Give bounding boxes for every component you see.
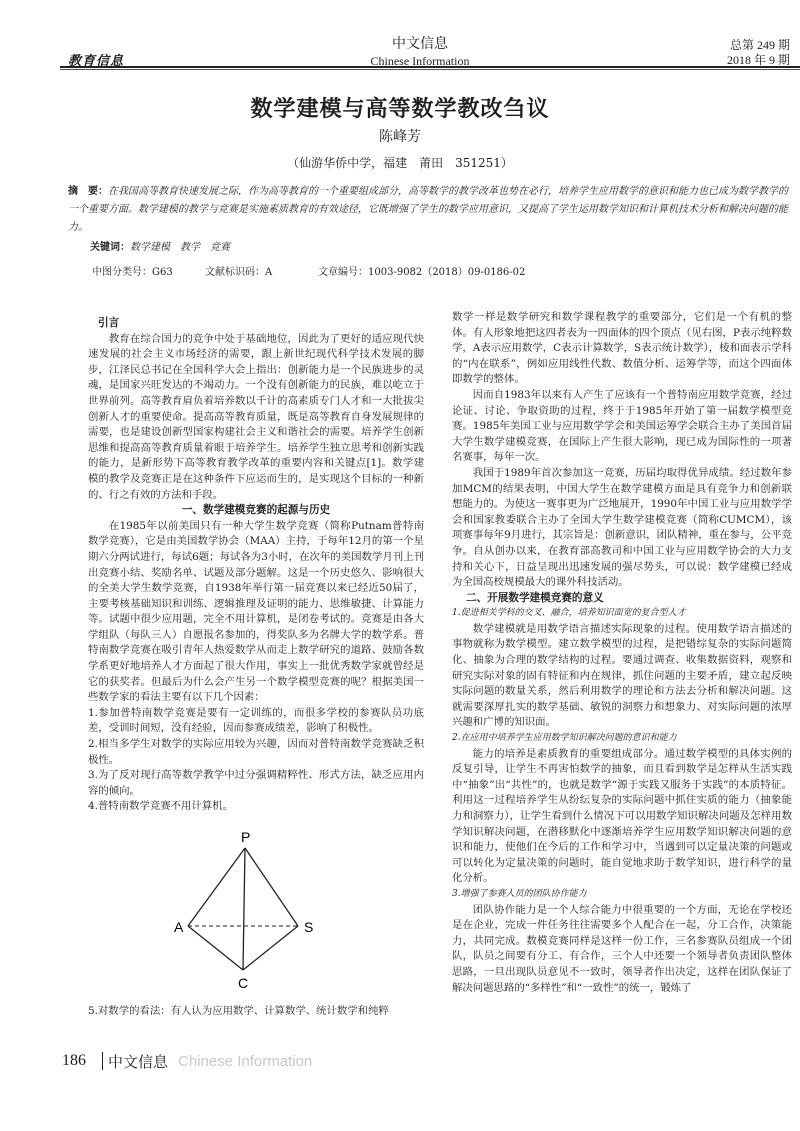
journal-masthead [360, 36, 480, 70]
list-item: 4.普特南数学竞赛不用计算机。 [88, 800, 233, 813]
article-number: 文章编号：1003-9082（2018）09-0186-02 [318, 267, 526, 278]
footer-separator [102, 1052, 103, 1070]
paragraph: 团队协作能力是一个人综合能力中很重要的一个方面，无论在学校还是在企业，完成一件任务往往需要多个人配合在一起，分工合作，决策能力，共同完成。数模竞赛同样是这样一份工作，三名参赛队员组成一个团队，队员之间要有分工、有合作，三个人中还要一个领导者负责团队整体思路，一旦出现队员意见不一致时，领导者作出决定，这样在团队保证了解决问题思路的“多样性”和“一致性”的统一，锻炼了 [452, 903, 792, 994]
abstract [68, 183, 793, 237]
list-item: 1.参加普特南数学竞赛是要有一定训练的，而很多学校的参赛队员功底差，受训时间短，没有经验，因而参赛成绩差，影响了积极性。 [88, 706, 424, 735]
issue-date: 2018 年 9 期 [726, 53, 790, 67]
issue-number: 总第 249 期 [729, 38, 790, 52]
paragraph: 我国于1989年首次参加这一竞赛，历届均取得优异成绩。经过数年参加MCM的结果表明，中国大学生在数学建模方面是具有竞争力和创新联想能力的。为使这一赛事更为广泛地展开，1990年中国工业与应用数学学会和国家教委联合主办了全国大学生数学建模竞赛（简称CUMCM），该项赛事每年9月进行，其宗旨是：创新意识，团队精神，重在参与，公平竞争。自从创办以来，在教育部高教司和中国工业与应用数学协会的大力支持和关心下，日益呈现出迅速发展的强尽势头，可以说：数学建模已经成为全国高校规模最大的课外科技活动。 [452, 466, 792, 589]
footer-journal-en: Chinese Information [178, 1053, 313, 1070]
list-item: 3.为了反对现行高等数学教学中过分强调精粹性、形式方法，缺乏应用内容的倾向。 [88, 769, 424, 797]
left-column-end [88, 1004, 424, 1020]
left-column [88, 316, 424, 815]
journal-name-cn: 中文信息 [392, 36, 448, 52]
keywords [90, 238, 230, 253]
author-affiliation: （仙游华侨中学，福建 莆田 351251） [287, 156, 513, 170]
header-rule-thin [60, 69, 800, 70]
abstract-label: 摘 要： [68, 186, 108, 197]
header-rule [60, 66, 800, 68]
intro-heading: 引言 [98, 317, 120, 329]
issue-info [650, 38, 790, 68]
page-number: 186 [62, 1052, 86, 1069]
edge-pa [188, 848, 245, 926]
paragraph: 因而自1983年以来有人产生了应该有一个普特南应用数学竞赛，经过论证、讨论、争取资助的过程，终于于1985年开始了第一届数学模型竞赛。1985年美国工业与应用数学学会和美国运筹学会联合主办了美国首届大学生数学建模竞赛，在国际上产生很大影响，现已成为国际性的一项著名赛事，每年一次。 [452, 388, 792, 464]
edge-ps [245, 848, 298, 926]
vertex-label-p: P [241, 830, 251, 845]
footer-journal-cn: 中文信息 [108, 1053, 169, 1071]
keywords-text: 数学建模 教学 竞赛 [130, 242, 230, 253]
tetrahedron-diagram [170, 830, 330, 995]
section2-heading: 二、开展数学建模竞赛的意义 [466, 591, 604, 604]
edge-sc [243, 926, 298, 970]
subsection-heading: 3.增强了参赛人员的团队协作能力 [452, 888, 587, 899]
edge-ac [188, 926, 243, 970]
article-title: 数学建模与高等数学教改刍议 [250, 96, 550, 122]
vertex-label-a: A [174, 919, 184, 935]
list-item: 5.对数学的看法：有人认为应用数学、计算数学、统计数学和纯粹 [88, 1005, 389, 1017]
paragraph: 能力的培养是素质教育的重要组成部分。通过数学模型的具体实例的反复引导，让学生不再害怕数学的抽象，而且看到数学是怎样从生活实践中“抽象”出“共性”的，也就是数学“源于实践又服务于实践”的本质特征。利用这一过程培养学生从纷纭复杂的实际问题中抓住实质的能力（抽象能力和洞察力），让学生看到什么情况下可以用数学知识解决问题及怎样用数学知识解决问题，在潜移默化中逐渐培养学生应用数学知识解决问题的意识和能力，使他们在今后的工作和学习中，当遇到可以定量决策的问题或可以转化为定量决策的问题时，能自觉地求助于数学知识，进行科学的量化分析。 [452, 747, 792, 885]
edge-pc [243, 848, 245, 970]
paragraph: 数学建模就是用数学语言描述实际现象的过程。使用数学语言描述的事物就称为数学模型。建立数学模型的过程，是把错综复杂的实际问题简化、抽象为合理的数学结构的过程。要通过调查、收集数据资料，观察和研究实际对象的固有特征和内在规律，抓住问题的主要矛盾，建立起反映实际问题的数量关系，然后利用数学的理论和方法去分析和解决问题。这就需要深厚扎实的数学基础、敏锐的洞察力和想象力、对实际问题的浓厚兴趣和广博的知识面。 [452, 622, 792, 729]
document-code: 文献标识码：A [205, 267, 273, 278]
list-item: 2.相当多学生对数学的实际应用较为兴趣，因而对普特南数学竞赛缺乏积极性。 [88, 738, 424, 766]
running-header-section: 教育信息 [68, 54, 125, 69]
journal-name-en: Chinese Information [370, 54, 470, 68]
right-column [452, 310, 792, 996]
article-author: 陈峰芳 [379, 129, 421, 145]
subsection-heading: 1.促进相关学科的交叉、融合，培养知识面宽的复合型人才 [452, 608, 686, 619]
section1-heading: 一、数学建模竞赛的起源与历史 [181, 504, 331, 517]
clc-number: 中图分类号：G63 [92, 267, 173, 278]
keywords-label: 关键词： [90, 242, 130, 253]
vertex-label-c: C [238, 975, 249, 991]
subsection-heading: 2.在应用中培养学生应用数学知识解决问题的意识和能力 [452, 733, 677, 744]
intro-paragraph: 教育在综合国力的竞争中处于基础地位，因此为了更好的适应现代快速发展的社会主义市场经济的需要，跟上新世纪现代科学技术发展的脚步，江泽民总书记在全国科学大会上指出：创新能力是一个民族进步的灵魂，是国家兴旺发达的不竭动力。一个没有创新能力的民族，难以屹立于世界前列。高等教育肩负着培养数以千计的高素质专门人才和一大批拔尖创新人才的重要使命。提高高等教育质量，既是高等教育自身发展规律的需要，也是建设创新型国家构建社会主义和谐社会的需要。培养学生创新思维和提高高等教育质量着眼于培养学生。培养学生独立思考和创新实践的能力，是新形势下高等教育教学改革的重要内容和关键点[1]。数学建模的教学及竞赛正是在这种条件下应运而生的，是实现这个目标的一种新的、行之有效的方法和手段。 [88, 332, 424, 501]
paragraph: 数学一样是数学研究和数学课程教学的重要部分，它们是一个有机的整体。有人形象地把这四者表为一四面体的四个顶点（见右图，P表示纯粹数学，A表示应用数学，C表示计算数学，S表示统计数学），棱和面表示学科的“内在联系”，例如应用线性代数、数值分析、运筹学等，而这个四面体即数学的整体。 [452, 311, 792, 386]
vertex-label-s: S [304, 919, 314, 935]
section1-paragraph: 在1985年以前美国只有一种大学生数学竞赛（简称Putnam普特南数学竞赛），它是由美国数学协会（MAA）主持，于每年12月的第一个星期六分两试进行，每试6题；每试各为3小时，在次年的美国数学月刊上刊出竞赛小结、奖励名单、试题及部分题解。这是一个历史悠久、影响很大的全美大学生数学竞赛，自1938年举行第一届竞赛以来已经近50届了，主要考核基础知识和训练、逻辑推理及证明的能力、思维敏捷、计算能力等。试题中很少应用题，完全不用计算机，是闭卷考试的。竞赛是由各大学组队（每队三人）自愿报名参加的，得奖队多为名牌大学的数学系。普特南数学竞赛在吸引青年人热爱数学从而走上数学研究的道路、鼓励各数学系更好地培养人才方面起了很大作用，事实上一批优秀数学家就曾经是它的获奖者。但最后为什么会产生另一个数学模型竞赛的呢？根据美国一些数学家的看法主要有以下几个因素： [88, 519, 424, 704]
abstract-text: 在我国高等教育快速发展之际，作为高等教育的一个重要组成部分，高等数学的教学改革也势在必行，培养学生应用数学的意识和能力也已成为数学教学的一个重要方面。数学建模的教学与竞赛是实施素质教育的有效途径，它既增强了学生的数学应用意识，又提高了学生运用数学知识和计算机技术分析和解决问题的能力。 [68, 186, 788, 233]
